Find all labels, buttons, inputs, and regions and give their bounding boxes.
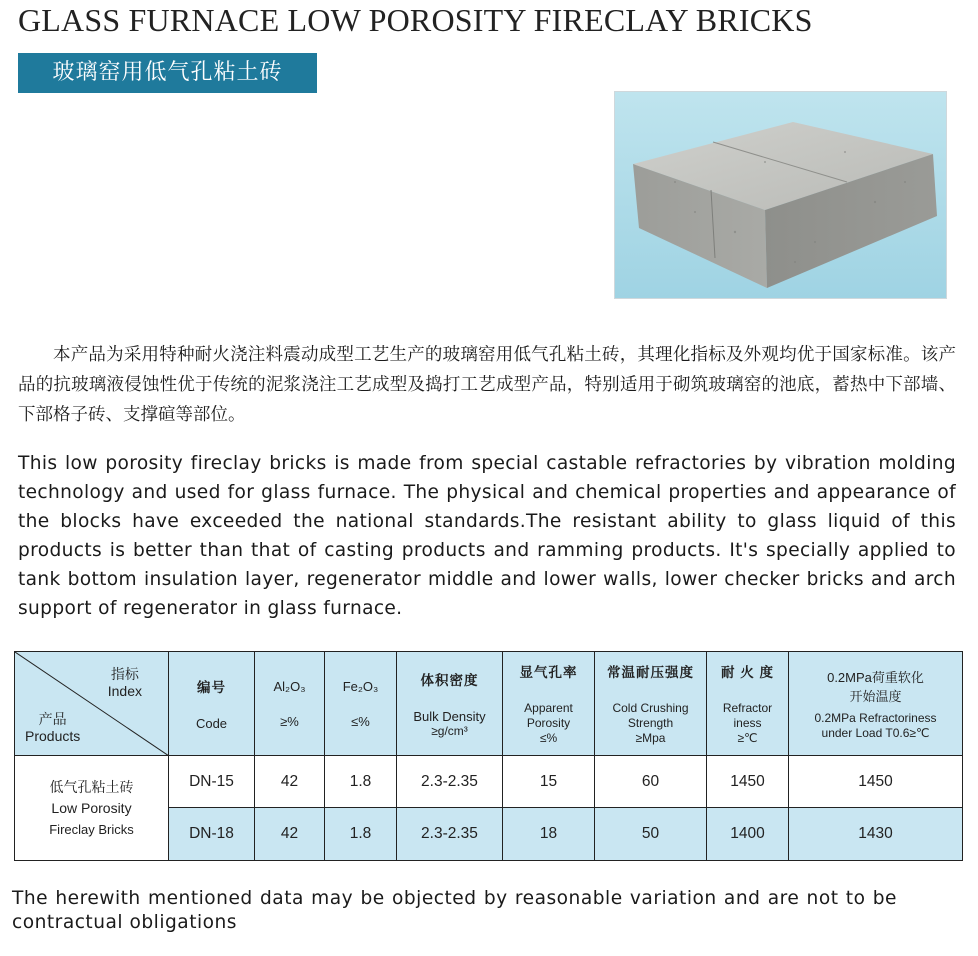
fe2o3-cell: 1.8	[325, 808, 397, 861]
refractoriness-cell: 1400	[707, 808, 789, 861]
refractoriness-cell: 1450	[707, 756, 789, 808]
refractoriness-under-load-header: 0.2MPa荷重软化 开始温度 0.2MPa Refractoriness under Load T0.6≥℃	[789, 652, 963, 756]
product-name-cn: 低气孔粘土砖	[49, 778, 134, 795]
crushing-strength-cell: 60	[595, 756, 707, 808]
product-name-en-2: Fireclay Bricks	[49, 821, 134, 837]
description-english: This low porosity fireclay bricks is made from special castable refractories by vibration molding technology and used for glass furnace. The physical and chemical properties and appearance of the blocks have exceeded the national standards.The resistant ability to glass liquid of this products is better than that of casting products and ramming products. It's specially applied to tank bottom insulation layer, regenerator middle and lower walls, lower checker bricks and arch support of regenerator in glass furnace.	[18, 453, 956, 619]
product-name-cell	[15, 756, 169, 861]
spec-table	[14, 651, 963, 861]
bulk-density-cell: 2.3-2.35	[397, 756, 503, 808]
description-chinese: 本产品为采用特种耐火浇注料震动成型工艺生产的玻璃窑用低气孔粘土砖，其理化指标及外观均优于国家标准。该产品的抗玻璃液侵蚀性优于传统的泥浆浇注工艺成型及捣打工艺成型产品，特别适用于砌筑玻璃窑的池底，蓄热中下部墙、下部格子砖、支撑碹等部位。	[18, 345, 956, 425]
code-header: 编号 Code	[169, 652, 255, 756]
fe2o3-cell: 1.8	[325, 756, 397, 808]
index-label-en: Index	[107, 683, 142, 699]
table-header-row	[15, 652, 963, 756]
products-label-cn: 产品	[38, 711, 67, 727]
brick-illustration	[615, 92, 947, 299]
brick-product-photo	[614, 91, 947, 299]
products-label-en: Products	[25, 728, 81, 744]
porosity-cell: 15	[503, 756, 595, 808]
page-title: GLASS FURNACE LOW POROSITY FIRECLAY BRICKS	[18, 2, 813, 38]
al2o3-cell: 42	[255, 756, 325, 808]
refractoriness-header: 耐 火 度 Refractor iness ≥℃	[707, 652, 789, 756]
crushing-strength-header: 常温耐压强度 Cold Crushing Strength ≥Mpa	[595, 652, 707, 756]
corner-header-cell	[15, 652, 169, 756]
bulk-density-cell: 2.3-2.35	[397, 808, 503, 861]
fe2o3-header: Fe₂O₃ ≤%	[325, 652, 397, 756]
table-row	[15, 756, 963, 808]
refractoriness-under-load-cell: 1430	[789, 808, 963, 861]
code-cell: DN-15	[169, 756, 255, 808]
crushing-strength-cell: 50	[595, 808, 707, 861]
porosity-header: 显气孔率 Apparent Porosity ≤%	[503, 652, 595, 756]
index-label-cn: 指标	[110, 666, 139, 682]
al2o3-cell: 42	[255, 808, 325, 861]
disclaimer-note: The herewith mentioned data may be objected by reasonable variation and are not to be contractual obligations	[12, 888, 897, 933]
subtitle-badge: 玻璃窑用低气孔粘土砖	[18, 53, 317, 93]
refractoriness-under-load-cell: 1450	[789, 756, 963, 808]
code-cell: DN-18	[169, 808, 255, 861]
al2o3-header: Al₂O₃ ≥%	[255, 652, 325, 756]
product-name-en-1: Low Porosity	[51, 799, 132, 816]
porosity-cell: 18	[503, 808, 595, 861]
bulk-density-header: 体积密度 Bulk Density ≥g/cm³	[397, 652, 503, 756]
